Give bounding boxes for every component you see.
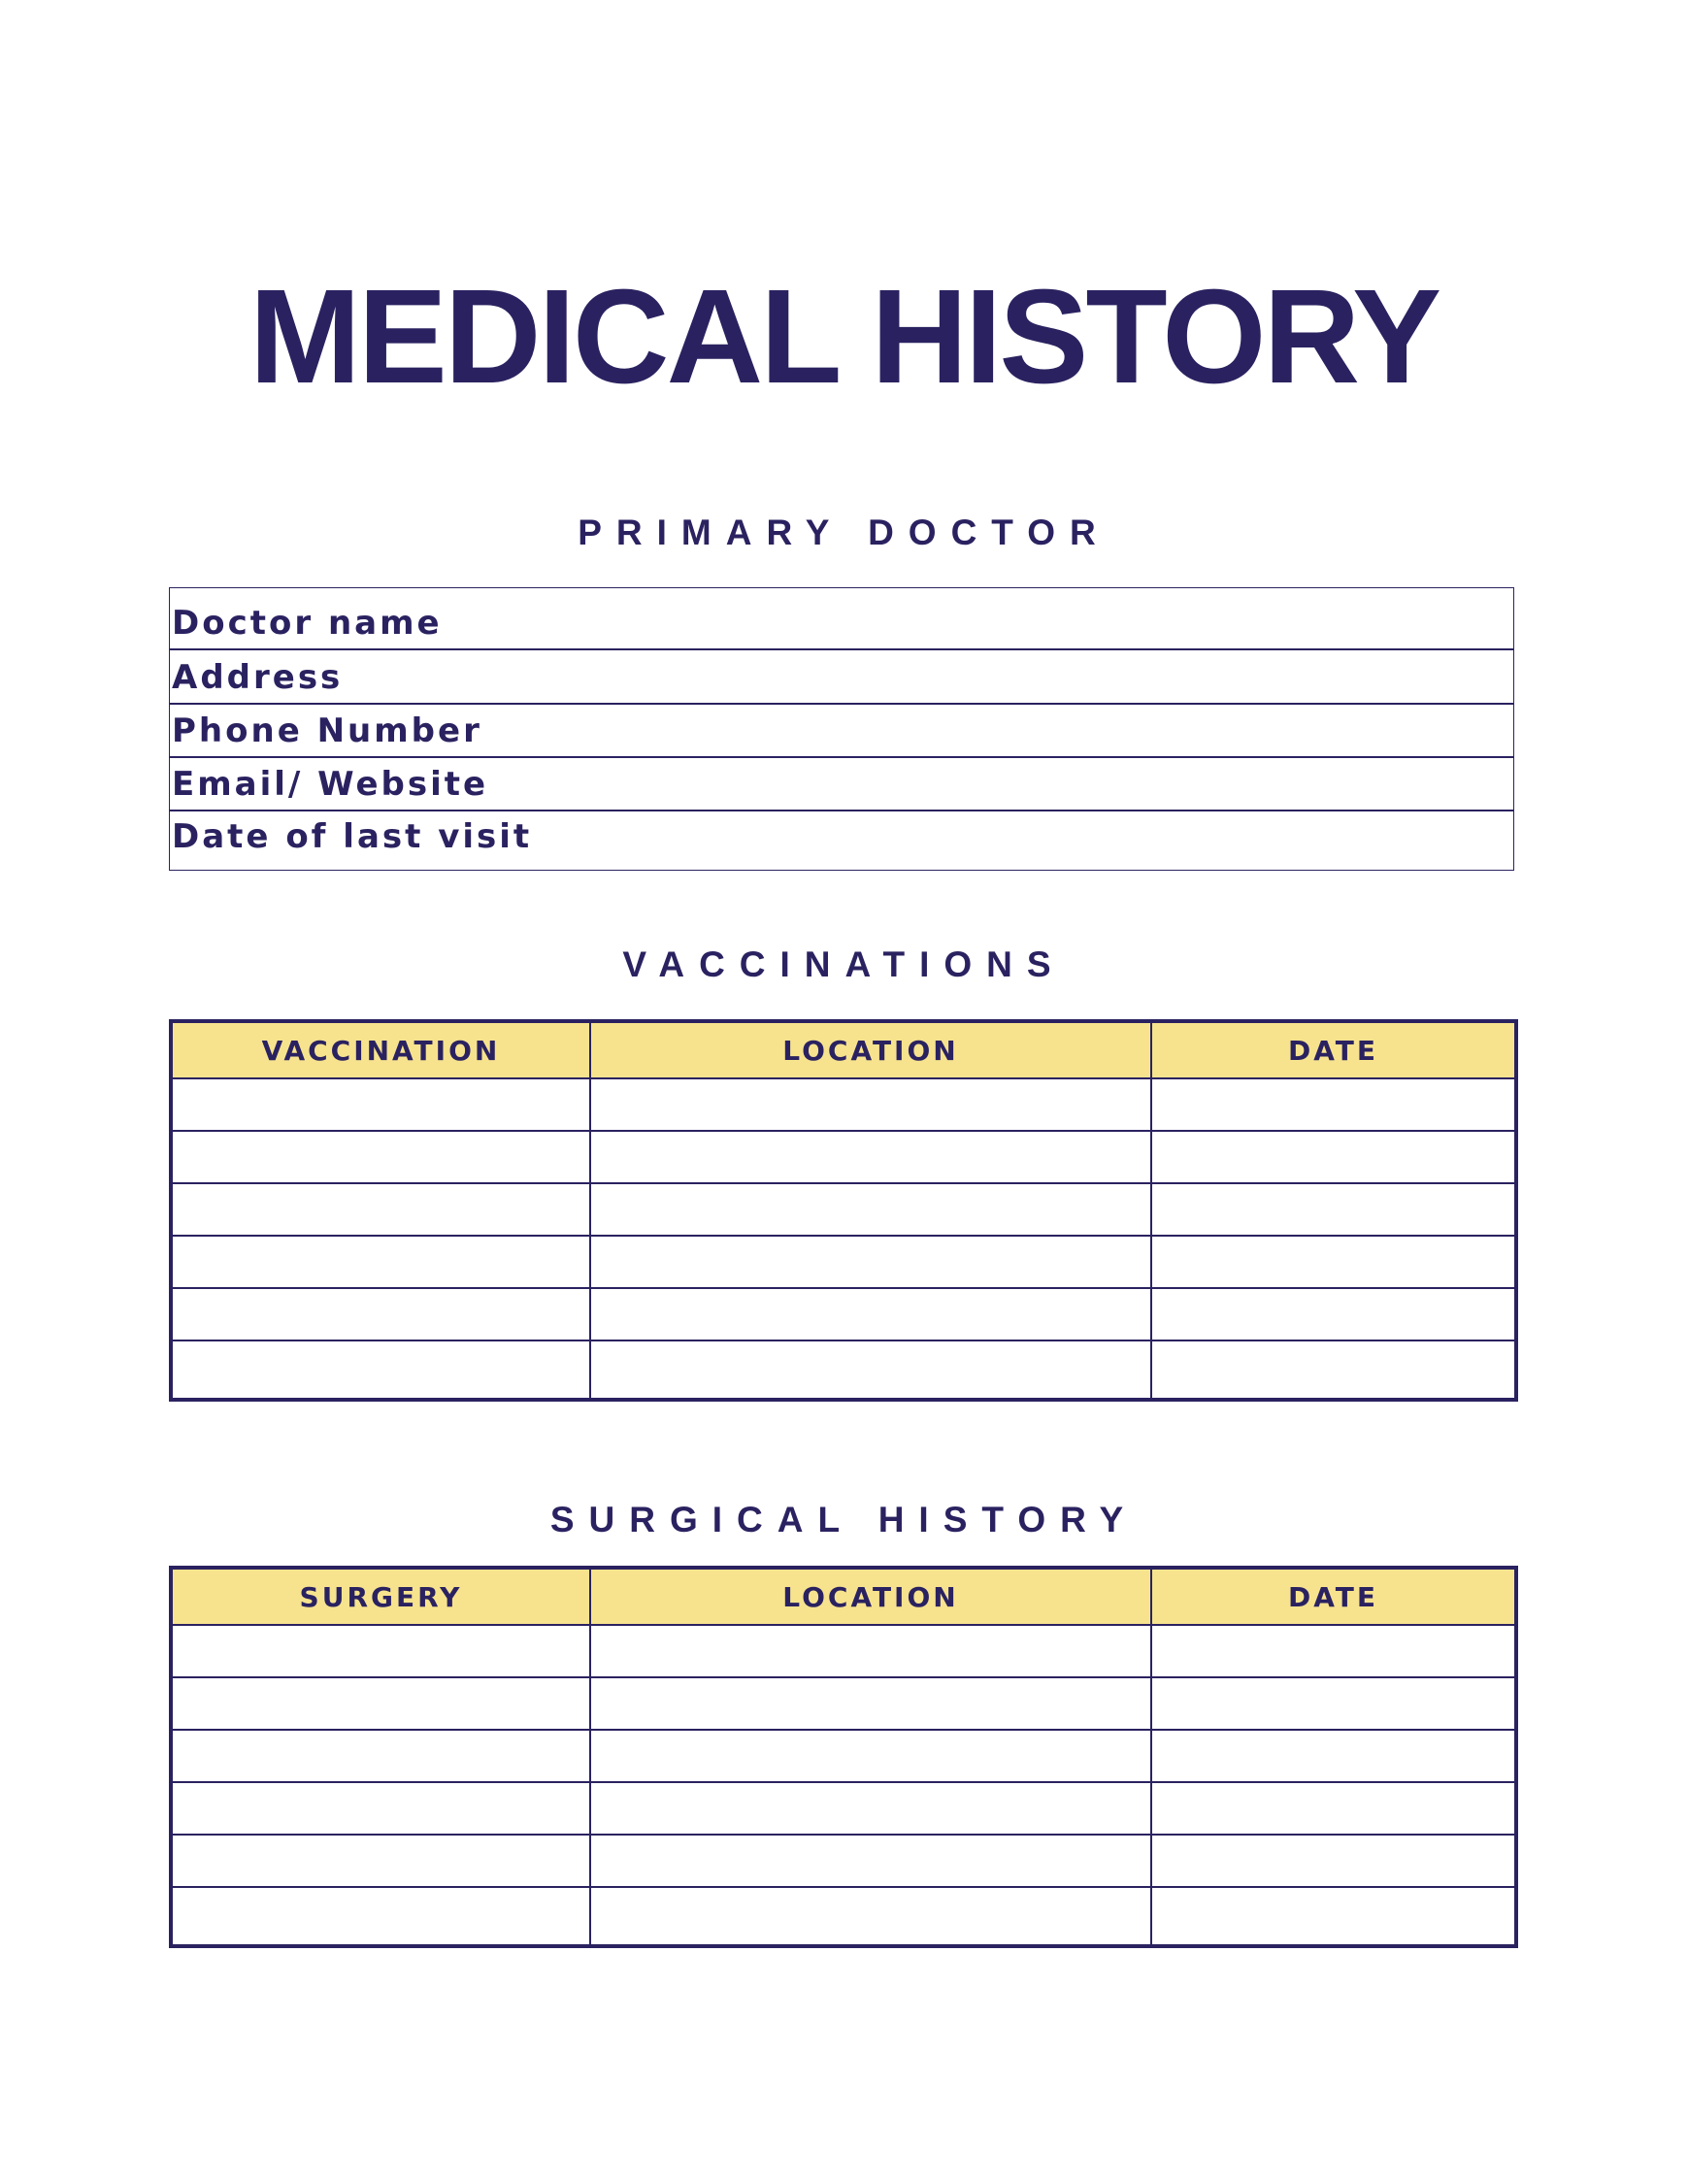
date-cell[interactable] — [1151, 1677, 1516, 1730]
table-row — [171, 1288, 1516, 1340]
location-cell[interactable] — [590, 1340, 1151, 1400]
location-cell[interactable] — [590, 1730, 1151, 1782]
column-header-surgery: SURGERY — [171, 1568, 590, 1625]
table-row — [171, 1887, 1516, 1946]
column-header-date: DATE — [1151, 1568, 1516, 1625]
doctor-name-field[interactable] — [170, 588, 1513, 650]
table-row — [171, 1625, 1516, 1677]
date-cell[interactable] — [1151, 1131, 1516, 1183]
location-cell[interactable] — [590, 1131, 1151, 1183]
location-cell[interactable] — [590, 1288, 1151, 1340]
table-row — [171, 1340, 1516, 1400]
date-cell[interactable] — [1151, 1625, 1516, 1677]
table-row — [171, 1782, 1516, 1835]
table-row — [171, 1835, 1516, 1887]
column-header-location: LOCATION — [590, 1568, 1151, 1625]
date-of-last-visit-label: Date of last visit — [172, 817, 533, 856]
primary-doctor-heading: PRIMARY DOCTOR — [578, 513, 1110, 552]
date-cell[interactable] — [1151, 1236, 1516, 1288]
date-cell[interactable] — [1151, 1730, 1516, 1782]
address-label: Address — [172, 658, 344, 697]
date-cell[interactable] — [1151, 1887, 1516, 1946]
date-of-last-visit-field[interactable] — [170, 811, 1513, 870]
surgical-history-heading: SURGICAL HISTORY — [549, 1500, 1139, 1539]
location-cell[interactable] — [590, 1677, 1151, 1730]
phone-number-label: Phone Number — [172, 711, 482, 750]
location-cell[interactable] — [590, 1887, 1151, 1946]
address-field[interactable] — [170, 650, 1513, 705]
surgery-cell[interactable] — [171, 1677, 590, 1730]
date-cell[interactable] — [1151, 1340, 1516, 1400]
email-website-field[interactable] — [170, 758, 1513, 811]
location-cell[interactable] — [590, 1183, 1151, 1236]
surgery-cell[interactable] — [171, 1625, 590, 1677]
vaccination-cell[interactable] — [171, 1183, 590, 1236]
table-row — [171, 1183, 1516, 1236]
table-row — [171, 1236, 1516, 1288]
surgery-cell[interactable] — [171, 1782, 590, 1835]
surgery-cell[interactable] — [171, 1835, 590, 1887]
surgical-history-table — [169, 1566, 1518, 1948]
table-row — [171, 1730, 1516, 1782]
location-cell[interactable] — [590, 1236, 1151, 1288]
vaccination-cell[interactable] — [171, 1288, 590, 1340]
date-cell[interactable] — [1151, 1288, 1516, 1340]
phone-number-field[interactable] — [170, 705, 1513, 758]
primary-doctor-form — [169, 587, 1514, 871]
page-title: MEDICAL HISTORY — [248, 262, 1440, 412]
date-cell[interactable] — [1151, 1782, 1516, 1835]
column-header-date: DATE — [1151, 1021, 1516, 1078]
email-website-label: Email/ Website — [172, 765, 489, 804]
column-header-vaccination: VACCINATION — [171, 1021, 590, 1078]
date-cell[interactable] — [1151, 1835, 1516, 1887]
table-row — [171, 1677, 1516, 1730]
date-cell[interactable] — [1151, 1078, 1516, 1131]
location-cell[interactable] — [590, 1625, 1151, 1677]
table-row — [171, 1131, 1516, 1183]
column-header-location: LOCATION — [590, 1021, 1151, 1078]
doctor-name-label: Doctor name — [172, 604, 443, 643]
table-header-row — [171, 1568, 1516, 1625]
location-cell[interactable] — [590, 1078, 1151, 1131]
location-cell[interactable] — [590, 1835, 1151, 1887]
surgery-cell[interactable] — [171, 1730, 590, 1782]
vaccinations-table — [169, 1019, 1518, 1402]
vaccination-cell[interactable] — [171, 1340, 590, 1400]
table-header-row — [171, 1021, 1516, 1078]
vaccination-cell[interactable] — [171, 1131, 590, 1183]
table-row — [171, 1078, 1516, 1131]
vaccinations-heading: VACCINATIONS — [622, 944, 1066, 984]
vaccination-cell[interactable] — [171, 1236, 590, 1288]
location-cell[interactable] — [590, 1782, 1151, 1835]
date-cell[interactable] — [1151, 1183, 1516, 1236]
vaccination-cell[interactable] — [171, 1078, 590, 1131]
surgery-cell[interactable] — [171, 1887, 590, 1946]
